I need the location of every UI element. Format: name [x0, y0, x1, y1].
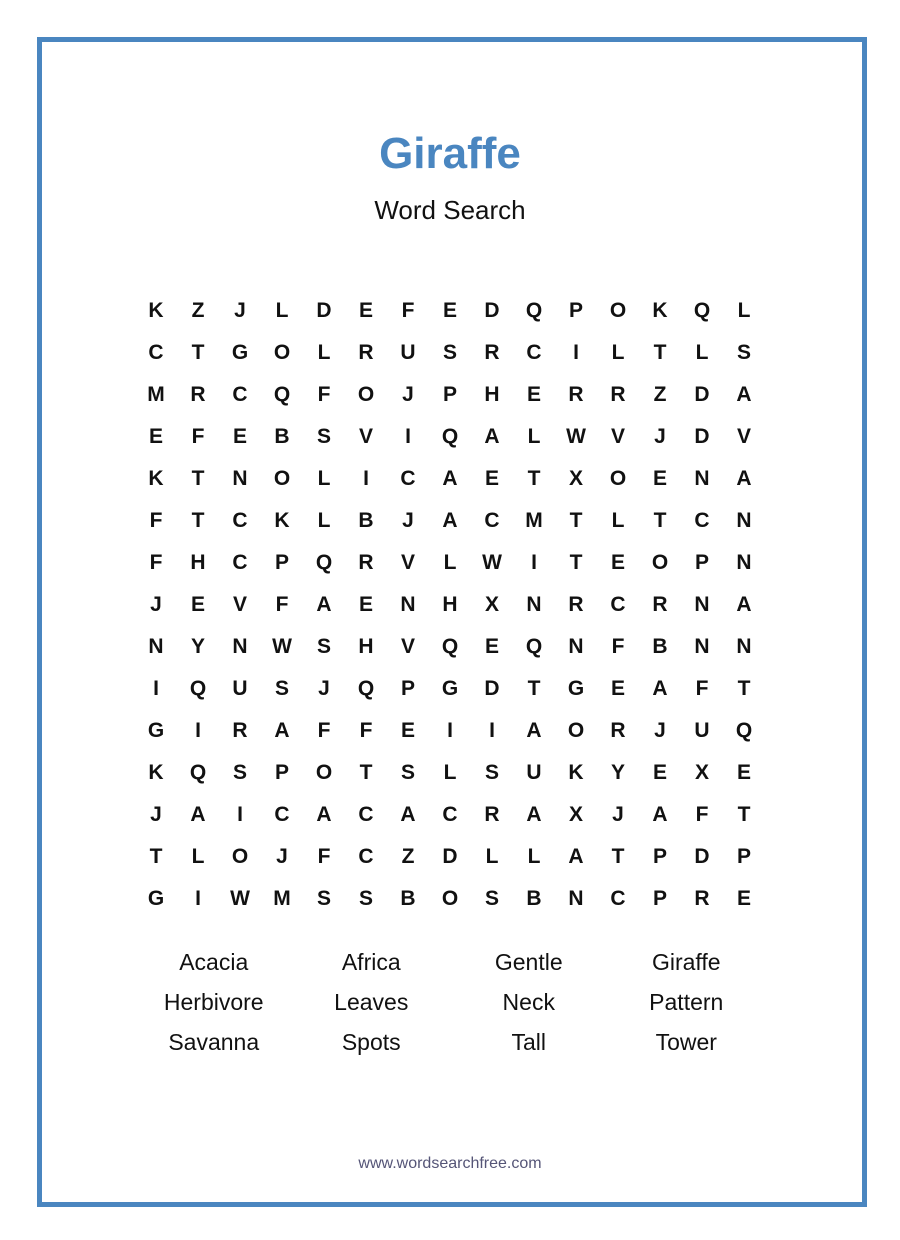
grid-cell: J — [654, 425, 666, 448]
grid-cell: K — [148, 299, 164, 322]
grid-cell: E — [400, 719, 415, 742]
grid-cell: E — [484, 467, 499, 490]
grid-cell: C — [358, 803, 374, 826]
grid-cell: J — [654, 719, 666, 742]
word-list-item: Africa — [341, 948, 401, 975]
grid-cell: D — [694, 845, 710, 868]
grid-cell: H — [484, 383, 500, 406]
grid-cell: O — [567, 719, 585, 742]
grid-cell: Q — [189, 677, 207, 700]
grid-cell: L — [611, 341, 625, 364]
grid-cell: J — [150, 593, 162, 616]
grid-cell: T — [611, 845, 625, 868]
grid-cell: U — [232, 677, 248, 700]
grid-cell: A — [736, 467, 752, 490]
grid-cell: G — [441, 677, 459, 700]
grid-cell: A — [568, 845, 584, 868]
grid-cell: O — [273, 341, 291, 364]
grid-cell: A — [736, 383, 752, 406]
grid-cell: A — [442, 467, 458, 490]
grid-cell: J — [612, 803, 624, 826]
grid-cell: Y — [610, 761, 625, 784]
grid-cell: O — [231, 845, 249, 868]
grid-cell: N — [694, 593, 710, 616]
grid-cell: E — [358, 593, 373, 616]
grid-cell: R — [568, 593, 584, 616]
grid-cell: D — [484, 677, 500, 700]
grid-cell: C — [400, 467, 416, 490]
grid-cell: L — [695, 341, 709, 364]
grid-cell: N — [736, 635, 752, 658]
grid-cell: T — [569, 509, 583, 532]
grid-cell: F — [695, 803, 709, 826]
grid-cell: J — [276, 845, 288, 868]
grid-cell: A — [652, 677, 668, 700]
puzzle-title: Giraffe — [379, 129, 521, 178]
grid-cell: P — [274, 761, 289, 784]
grid-cell: W — [272, 635, 292, 658]
grid-cell: I — [447, 719, 453, 742]
grid-cell: C — [232, 383, 248, 406]
grid-cell: R — [484, 803, 500, 826]
footer-url: www.wordsearchfree.com — [358, 1155, 542, 1172]
grid-cell: X — [568, 467, 583, 490]
grid-cell: E — [442, 299, 457, 322]
grid-cell: N — [526, 593, 542, 616]
grid-cell: K — [148, 467, 164, 490]
grid-cell: C — [610, 887, 626, 910]
grid-cell: F — [611, 635, 625, 658]
grid-cell: E — [736, 761, 751, 784]
grid-cell: L — [527, 845, 541, 868]
grid-cell: E — [148, 425, 163, 448]
grid-cell: S — [484, 761, 499, 784]
grid-cell: F — [359, 719, 373, 742]
grid-cell: Q — [735, 719, 753, 742]
word-list-item: Spots — [341, 1028, 401, 1055]
grid-cell: T — [737, 803, 751, 826]
grid-cell: K — [568, 761, 584, 784]
grid-cell: X — [568, 803, 583, 826]
grid-cell: H — [358, 635, 374, 658]
grid-cell: M — [525, 509, 543, 532]
grid-cell: E — [652, 467, 667, 490]
grid-cell: E — [358, 299, 373, 322]
grid-cell: W — [482, 551, 502, 574]
grid-cell: L — [317, 341, 331, 364]
grid-cell: L — [527, 425, 541, 448]
puzzle-subtitle: Word Search — [374, 195, 526, 225]
grid-cell: T — [359, 761, 373, 784]
grid-cell: E — [484, 635, 499, 658]
grid-cell: M — [273, 887, 291, 910]
grid-cell: R — [610, 383, 626, 406]
grid-cell: T — [527, 467, 541, 490]
grid-cell: G — [567, 677, 585, 700]
grid-cell: J — [402, 509, 414, 532]
grid-cell: A — [652, 803, 668, 826]
grid-cell: A — [736, 593, 752, 616]
word-list-item: Giraffe — [651, 948, 721, 975]
grid-cell: K — [652, 299, 668, 322]
grid-cell: I — [237, 803, 243, 826]
grid-cell: Z — [191, 299, 205, 322]
grid-cell: F — [317, 719, 331, 742]
grid-cell: D — [694, 425, 710, 448]
grid-cell: S — [400, 761, 415, 784]
grid-cell: N — [148, 635, 164, 658]
word-list-item: Pattern — [649, 988, 724, 1015]
grid-cell: E — [232, 425, 247, 448]
grid-cell: R — [190, 383, 206, 406]
grid-cell: V — [610, 425, 625, 448]
grid-cell: I — [405, 425, 411, 448]
grid-cell: T — [737, 677, 751, 700]
grid-cell: N — [736, 551, 752, 574]
grid-cell: S — [442, 341, 457, 364]
grid-cell: G — [147, 719, 165, 742]
grid-cell: A — [190, 803, 206, 826]
grid-cell: A — [400, 803, 416, 826]
grid-cell: K — [274, 509, 290, 532]
grid-cell: P — [652, 887, 667, 910]
grid-cell: V — [400, 551, 415, 574]
grid-cell: Q — [315, 551, 333, 574]
grid-cell: E — [526, 383, 541, 406]
grid-cell: X — [484, 593, 499, 616]
word-list — [135, 942, 765, 1062]
grid-cell: F — [275, 593, 289, 616]
grid-cell: A — [274, 719, 290, 742]
grid-cell: F — [695, 677, 709, 700]
word-list-item: Tall — [511, 1028, 546, 1055]
grid-cell: J — [150, 803, 162, 826]
grid-cell: L — [317, 509, 331, 532]
grid-cell: P — [652, 845, 667, 868]
grid-cell: Z — [401, 845, 415, 868]
grid-cell: L — [191, 845, 205, 868]
grid-cell: P — [274, 551, 289, 574]
grid-cell: U — [694, 719, 710, 742]
grid-cell: R — [610, 719, 626, 742]
grid-cell: H — [442, 593, 458, 616]
grid-cell: N — [232, 635, 248, 658]
grid-cell: T — [191, 341, 205, 364]
grid-cell: P — [694, 551, 709, 574]
grid-cell: T — [569, 551, 583, 574]
grid-cell: B — [358, 509, 374, 532]
grid-cell: Q — [441, 635, 459, 658]
grid-cell: S — [232, 761, 247, 784]
grid-cell: C — [274, 803, 290, 826]
grid-cell: E — [610, 677, 625, 700]
grid-cell: P — [400, 677, 415, 700]
grid-cell: B — [526, 887, 542, 910]
grid-cell: Q — [525, 299, 543, 322]
grid-cell: Z — [653, 383, 667, 406]
grid-cell: E — [652, 761, 667, 784]
grid-cell: C — [232, 551, 248, 574]
grid-cell: F — [149, 551, 163, 574]
grid-cell: B — [400, 887, 416, 910]
grid-cell: F — [191, 425, 205, 448]
grid-cell: P — [442, 383, 457, 406]
grid-cell: N — [694, 467, 710, 490]
word-list-item: Neck — [502, 988, 555, 1015]
grid-cell: E — [190, 593, 205, 616]
grid-cell: A — [316, 593, 332, 616]
grid-cell: V — [736, 425, 751, 448]
grid-cell: N — [568, 635, 584, 658]
grid-cell: Q — [525, 635, 543, 658]
word-list-item: Leaves — [334, 988, 409, 1015]
grid-cell: S — [316, 887, 331, 910]
grid-cell: Y — [190, 635, 205, 658]
grid-cell: T — [191, 467, 205, 490]
grid-cell: K — [148, 761, 164, 784]
grid-cell: R — [358, 341, 374, 364]
grid-cell: S — [736, 341, 751, 364]
grid-cell: L — [485, 845, 499, 868]
grid-cell: F — [317, 845, 331, 868]
grid-cell: I — [531, 551, 537, 574]
grid-cell: X — [694, 761, 709, 784]
word-list-item: Tower — [655, 1028, 717, 1055]
grid-cell: O — [441, 887, 459, 910]
word-list-item: Savanna — [168, 1028, 260, 1055]
grid-cell: R — [358, 551, 374, 574]
grid-cell: F — [401, 299, 415, 322]
grid-cell: C — [610, 593, 626, 616]
grid-cell: E — [610, 551, 625, 574]
grid-cell: C — [484, 509, 500, 532]
grid-cell: C — [526, 341, 542, 364]
grid-cell: D — [694, 383, 710, 406]
grid-cell: T — [149, 845, 163, 868]
grid-cell: N — [694, 635, 710, 658]
grid-cell: R — [694, 887, 710, 910]
grid-cell: D — [484, 299, 500, 322]
grid-cell: Q — [693, 299, 711, 322]
grid-cell: G — [147, 887, 165, 910]
grid-cell: I — [363, 467, 369, 490]
grid-cell: A — [442, 509, 458, 532]
grid-cell: J — [318, 677, 330, 700]
grid-cell: A — [526, 803, 542, 826]
grid-cell: O — [609, 299, 627, 322]
grid-cell: N — [568, 887, 584, 910]
grid-cell: I — [573, 341, 579, 364]
grid-cell: U — [400, 341, 416, 364]
grid-cell: S — [316, 425, 331, 448]
grid-cell: J — [402, 383, 414, 406]
grid-cell: O — [273, 467, 291, 490]
grid-cell: S — [316, 635, 331, 658]
grid-cell: L — [275, 299, 289, 322]
grid-cell: P — [568, 299, 583, 322]
grid-cell: C — [442, 803, 458, 826]
grid-cell: T — [653, 341, 667, 364]
grid-cell: E — [736, 887, 751, 910]
grid-cell: S — [274, 677, 289, 700]
grid-cell: T — [653, 509, 667, 532]
letter-grid — [135, 290, 765, 920]
grid-cell: O — [315, 761, 333, 784]
grid-cell: L — [737, 299, 751, 322]
grid-cell: N — [400, 593, 416, 616]
grid-cell: N — [736, 509, 752, 532]
grid-cell: U — [526, 761, 542, 784]
grid-cell: S — [358, 887, 373, 910]
grid-cell: O — [357, 383, 375, 406]
grid-cell: J — [234, 299, 246, 322]
grid-cell: I — [195, 719, 201, 742]
grid-cell: O — [609, 467, 627, 490]
grid-cell: R — [232, 719, 248, 742]
grid-cell: Q — [357, 677, 375, 700]
grid-cell: C — [694, 509, 710, 532]
grid-cell: L — [317, 467, 331, 490]
grid-cell: I — [489, 719, 495, 742]
grid-cell: P — [736, 845, 751, 868]
grid-cell: B — [652, 635, 668, 658]
grid-cell: I — [195, 887, 201, 910]
grid-cell: V — [400, 635, 415, 658]
grid-cell: T — [527, 677, 541, 700]
word-list-item: Herbivore — [163, 988, 264, 1015]
grid-cell: F — [149, 509, 163, 532]
grid-cell: R — [652, 593, 668, 616]
grid-cell: V — [358, 425, 373, 448]
grid-cell: Q — [441, 425, 459, 448]
grid-cell: V — [232, 593, 247, 616]
grid-cell: R — [568, 383, 584, 406]
grid-cell: M — [147, 383, 165, 406]
grid-cell: L — [611, 509, 625, 532]
grid-cell: A — [484, 425, 500, 448]
grid-cell: G — [231, 341, 249, 364]
grid-cell: Q — [273, 383, 291, 406]
grid-cell: T — [191, 509, 205, 532]
grid-cell: Q — [189, 761, 207, 784]
grid-cell: A — [526, 719, 542, 742]
word-list-item: Gentle — [494, 948, 563, 975]
grid-cell: F — [317, 383, 331, 406]
grid-cell: S — [484, 887, 499, 910]
grid-cell: B — [274, 425, 290, 448]
grid-cell: R — [484, 341, 500, 364]
grid-cell: O — [651, 551, 669, 574]
grid-cell: L — [443, 761, 457, 784]
grid-cell: D — [442, 845, 458, 868]
grid-cell: N — [232, 467, 248, 490]
grid-cell: I — [153, 677, 159, 700]
grid-cell: L — [443, 551, 457, 574]
grid-cell: A — [316, 803, 332, 826]
grid-cell: W — [566, 425, 586, 448]
grid-cell: W — [230, 887, 250, 910]
word-list-item: Acacia — [179, 948, 249, 975]
grid-cell: C — [232, 509, 248, 532]
grid-cell: C — [148, 341, 164, 364]
grid-cell: H — [190, 551, 206, 574]
grid-cell: D — [316, 299, 332, 322]
grid-cell: C — [358, 845, 374, 868]
